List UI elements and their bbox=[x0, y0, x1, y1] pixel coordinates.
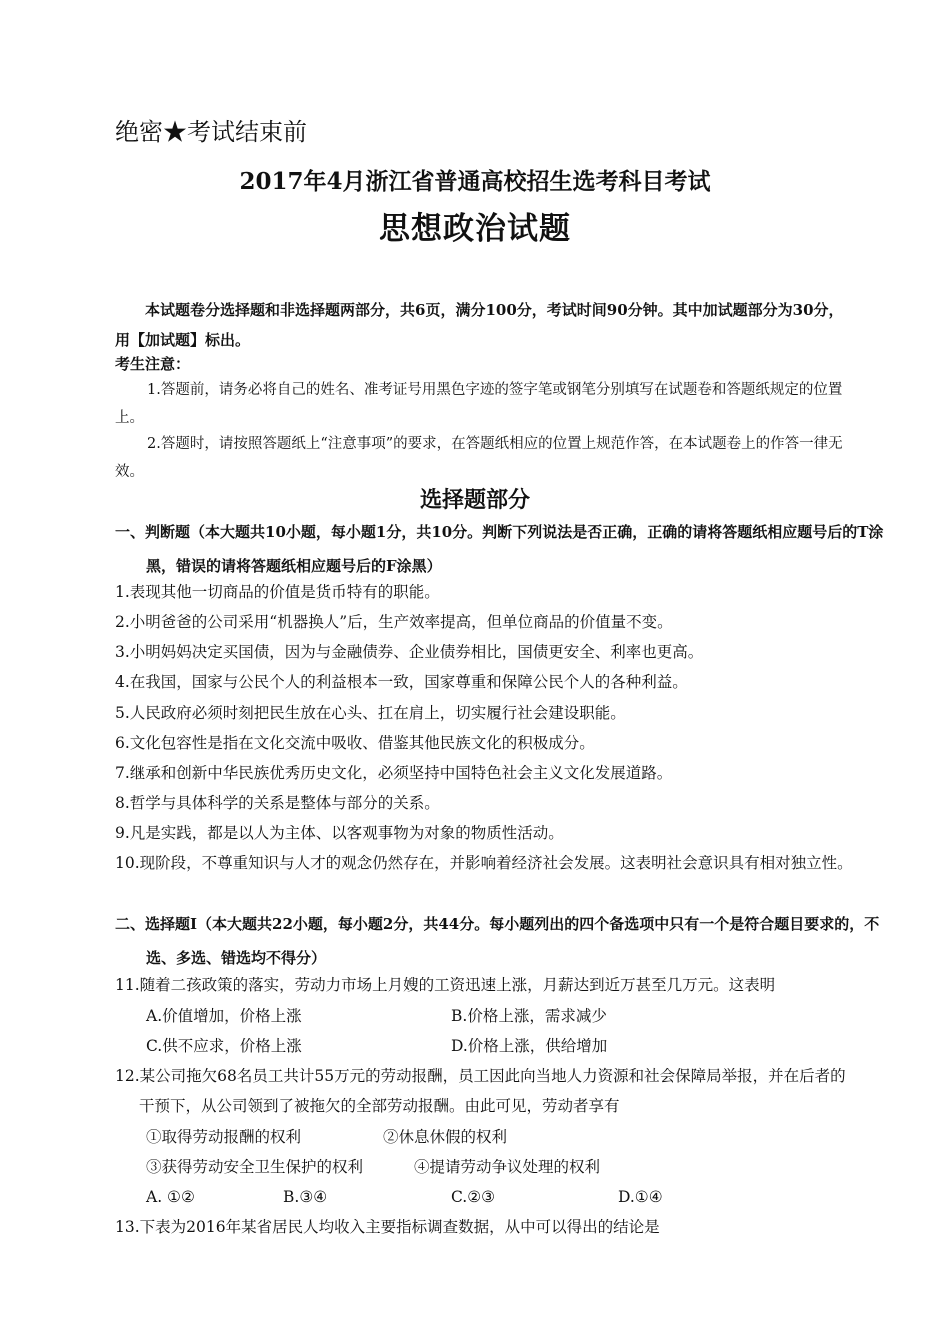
exam-title: 2017年4月浙江省普通高校招生选考科目考试 bbox=[239, 168, 711, 195]
exam-subtitle: 思想政治试题 bbox=[379, 211, 571, 247]
notice-item-1: 1.答题前，请务必将自己的姓名、准考证号用黑色字迹的签字笔或钢笔分别填写在试题卷和答题纸规定的位置上。 bbox=[115, 382, 843, 426]
question-2: 2.小明爸爸的公司采用“机器换人”后，生产效率提高，但单位商品的价值量不变。 bbox=[115, 613, 673, 631]
question-12-stem: 12.某公司拖欠68名员工共计55万元的劳动报酬，员工因此向当地人力资源和社会保障局举报，并在后者的干预下，从公司领到了被拖欠的全部劳动报酬。由此可见，劳动者享有 bbox=[115, 1067, 846, 1115]
question-11-option-d: D.价格上涨，供给增加 bbox=[451, 1037, 608, 1055]
question-12-option-c: C.②③ bbox=[451, 1188, 496, 1206]
question-8: 8.哲学与具体科学的关系是整体与部分的关系。 bbox=[115, 794, 440, 812]
question-9: 9.凡是实践，都是以人为主体、以客观事物为对象的物质性活动。 bbox=[115, 824, 564, 842]
question-12-option-b: B.③④ bbox=[283, 1188, 328, 1206]
question-6: 6.文化包容性是指在文化交流中吸收、借鉴其他民族文化的积极成分。 bbox=[115, 734, 595, 752]
question-12-item-1: ①取得劳动报酬的权利 bbox=[146, 1128, 302, 1146]
question-11-option-c: C.供不应求，价格上涨 bbox=[146, 1037, 302, 1055]
question-4: 4.在我国，国家与公民个人的利益根本一致，国家尊重和保障公民个人的各种利益。 bbox=[115, 673, 688, 691]
question-10: 10.现阶段，不尊重知识与人才的观念仍然存在，并影响着经济社会发展。这表明社会意识具有相对独立性。 bbox=[115, 854, 853, 872]
question-13-stem: 13.下表为2016年某省居民人均收入主要指标调查数据，从中可以得出的结论是 bbox=[115, 1218, 660, 1236]
exam-intro: 本试题卷分选择题和非选择题两部分，共6页，满分100分，考试时间90分钟。其中加试题部分为30分，用【加试题】标出。 bbox=[115, 301, 844, 349]
question-12-item-2: ②休息休假的权利 bbox=[383, 1128, 508, 1146]
question-12-option-d: D.①④ bbox=[618, 1188, 663, 1206]
question-5: 5.人民政府必须时刻把民生放在心头、扛在肩上，切实履行社会建设职能。 bbox=[115, 704, 626, 722]
question-12-item-3: ③获得劳动安全卫生保护的权利 bbox=[146, 1158, 364, 1176]
secret-mark: 绝密★考试结束前 bbox=[115, 118, 307, 146]
question-3: 3.小明妈妈决定买国债，因为与金融债券、企业债券相比，国债更安全、利率也更高。 bbox=[115, 643, 704, 661]
question-11-option-b: B.价格上涨，需求减少 bbox=[451, 1007, 607, 1025]
question-7: 7.继承和创新中华民族优秀历史文化，必须坚持中国特色社会主义文化发展道路。 bbox=[115, 764, 673, 782]
section-title: 选择题部分 bbox=[419, 487, 530, 513]
question-11-stem: 11.随着二孩政策的落实，劳动力市场上月嫂的工资迅速上涨，月薪达到近万甚至几万元。这表明 bbox=[115, 976, 776, 994]
part1-heading: 一、判断题（本大题共10小题，每小题1分，共10分。判断下列说法是否正确，正确的请将答题纸相应题号后的T涂黑，错误的请将答题纸相应题号后的F涂黑） bbox=[115, 523, 884, 575]
notice-heading: 考生注意： bbox=[115, 355, 191, 373]
part2-heading: 二、选择题Ⅰ（本大题共22小题，每小题2分，共44分。每小题列出的四个备选项中只有一个是符合题目要求的，不选、多选、错选均不得分） bbox=[115, 915, 880, 967]
question-12-item-4: ④提请劳动争议处理的权利 bbox=[414, 1158, 601, 1176]
question-1: 1.表现其他一切商品的价值是货币特有的职能。 bbox=[115, 583, 440, 601]
question-12-option-a: A. ①② bbox=[146, 1188, 195, 1206]
question-11-option-a: A.价值增加，价格上涨 bbox=[146, 1007, 302, 1025]
notice-item-2: 2.答题时，请按照答题纸上“注意事项”的要求，在答题纸相应的位置上规范作答，在本试题卷上的作答一律无效。 bbox=[115, 436, 843, 480]
